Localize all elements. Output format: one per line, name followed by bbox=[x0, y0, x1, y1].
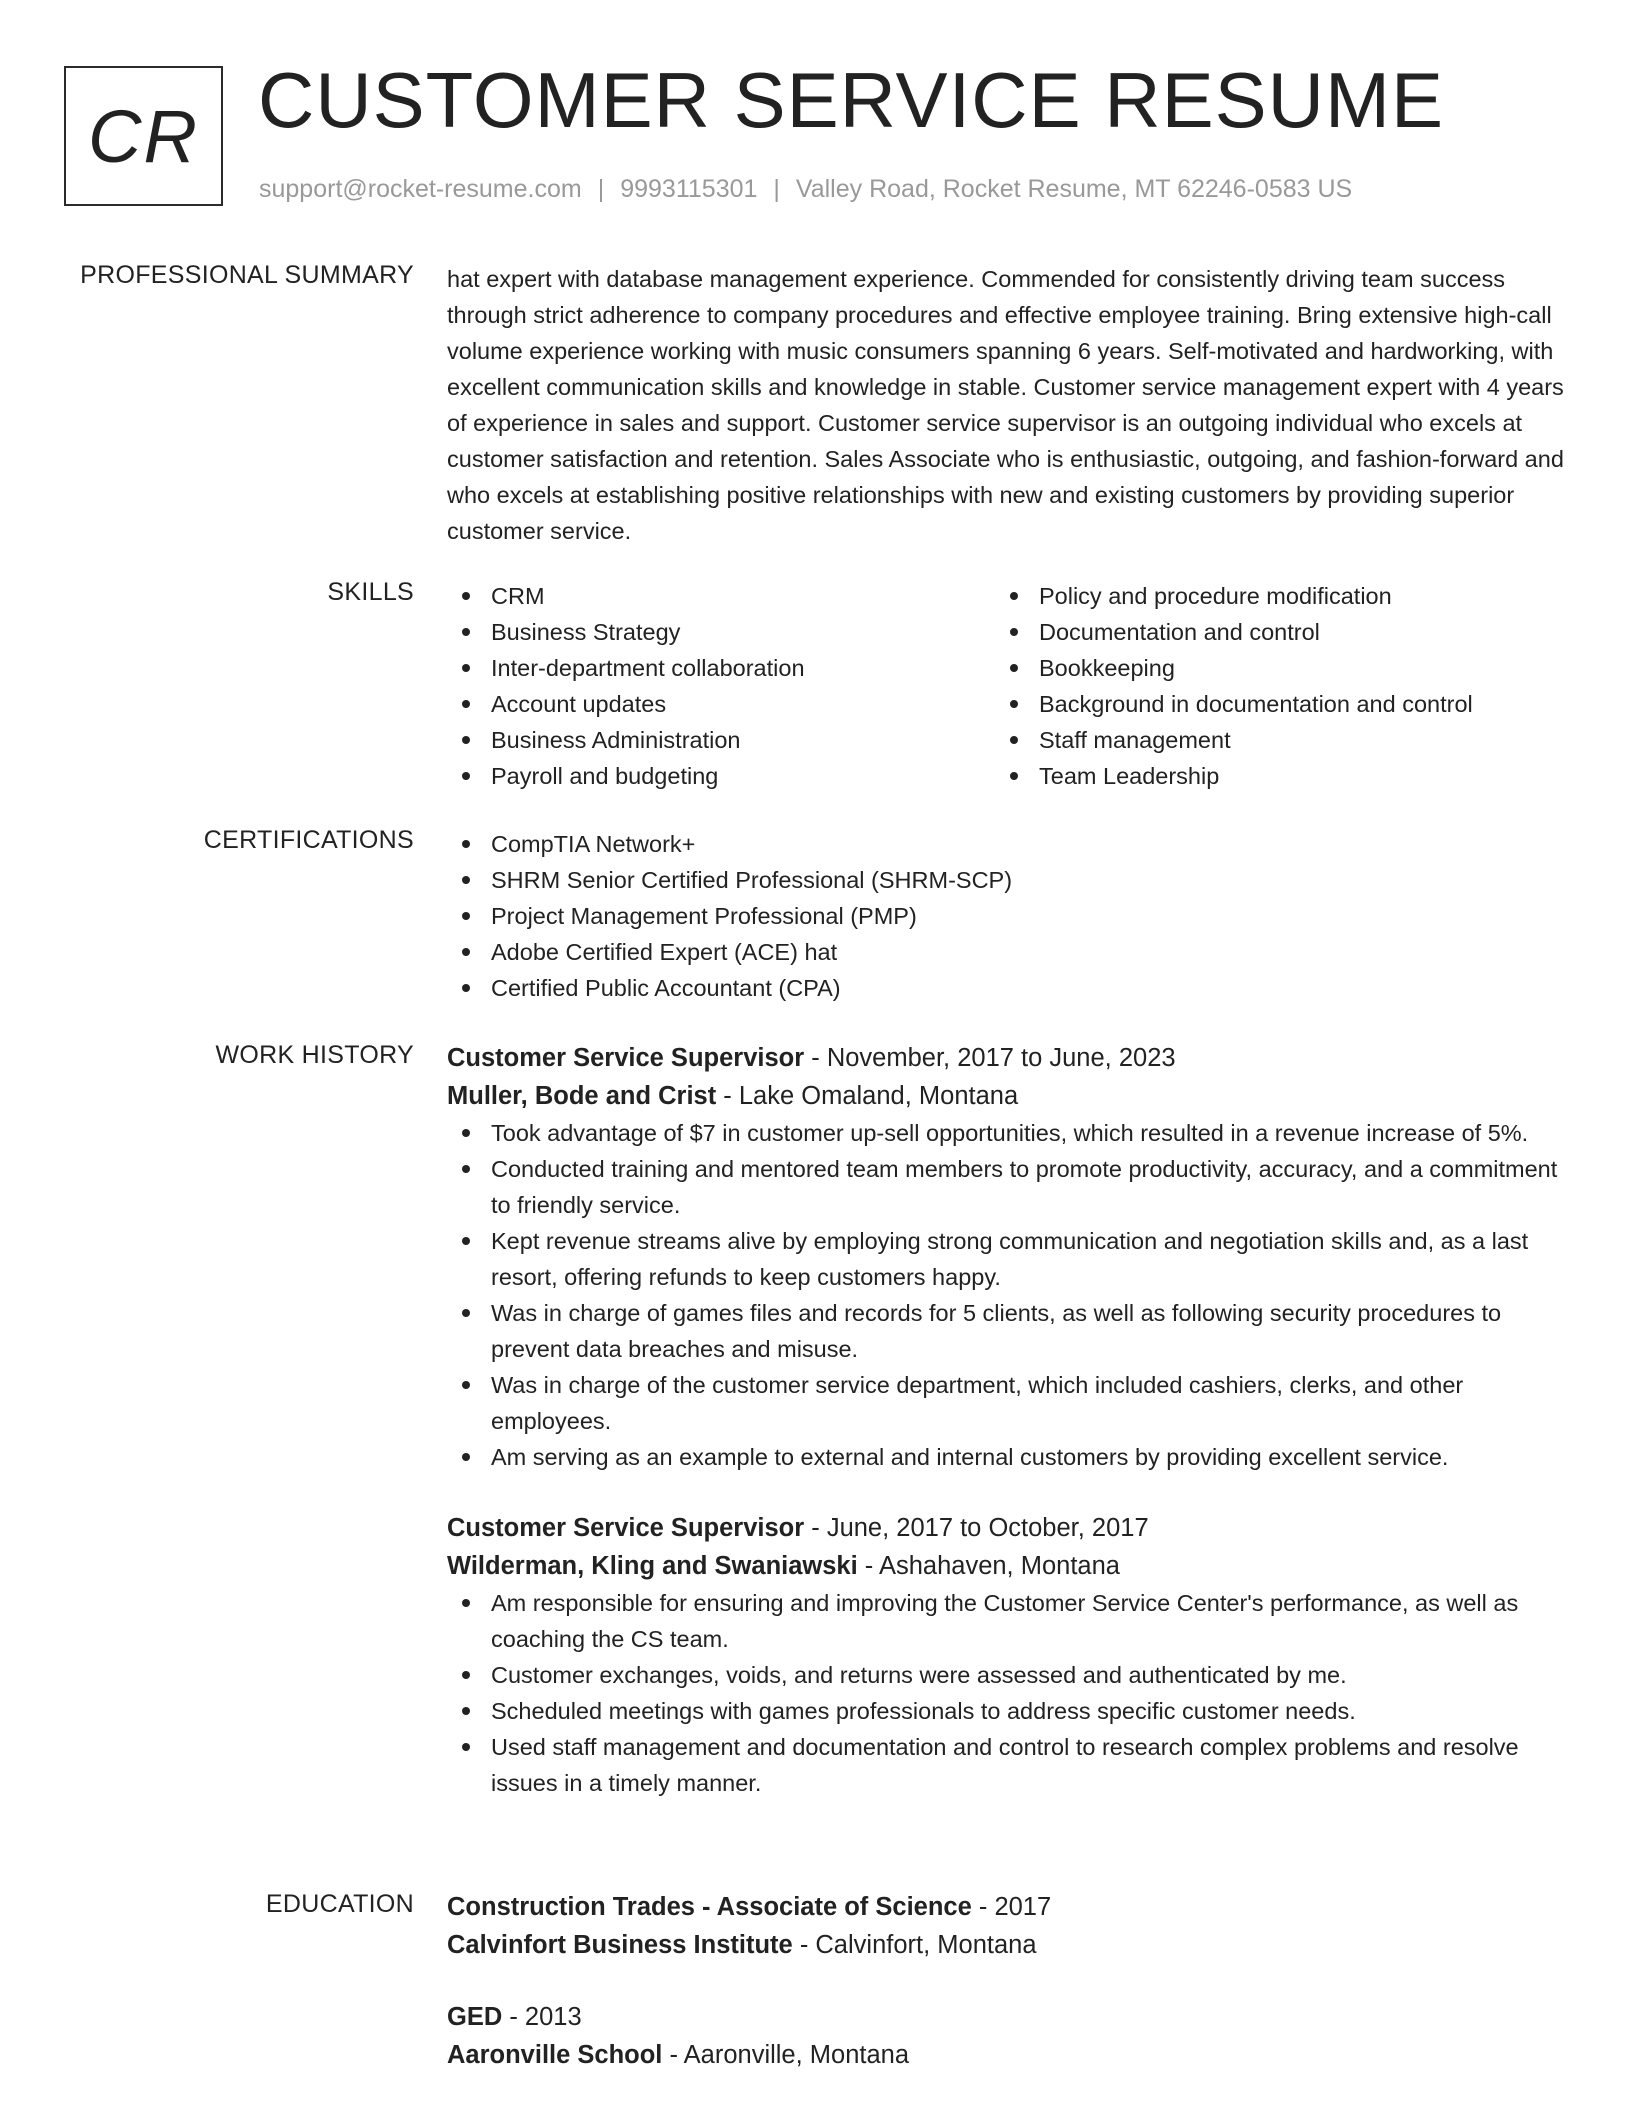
job-duty: Took advantage of $7 in customer up-sell opportunities, which resulted in a revenue increase of 5%. bbox=[447, 1115, 1567, 1151]
skill-item: Staff management bbox=[995, 722, 1555, 758]
certifications-list bbox=[447, 826, 1567, 1006]
certification-item: Certified Public Accountant (CPA) bbox=[447, 970, 1567, 1006]
monogram-badge bbox=[64, 66, 223, 206]
skill-item: Inter-department collaboration bbox=[447, 650, 995, 686]
skill-item: CRM bbox=[447, 578, 995, 614]
summary-heading: PROFESSIONAL SUMMARY bbox=[80, 261, 414, 289]
job-entry bbox=[447, 1509, 1567, 1801]
education-location: - Calvinfort, Montana bbox=[792, 1931, 1037, 1959]
job-title: Customer Service Supervisor bbox=[447, 1514, 805, 1542]
education-year: - 2013 bbox=[502, 2003, 582, 2031]
job-duty: Am serving as an example to external and internal customers by providing excellent service. bbox=[447, 1439, 1567, 1475]
resume-title: CUSTOMER SERVICE RESUME bbox=[258, 56, 1444, 144]
job-company-line bbox=[447, 1547, 1567, 1585]
education-heading: EDUCATION bbox=[265, 1890, 414, 1918]
summary-text: hat expert with database management experience. Commended for consistently driving team success through strict adherence to company procedures and effective employee training. Bring extensive high-call volume experience working with music consumers spanning 6 years. Self-motivated and hardworking, with excellent communication skills and knowledge in stable. Customer service management expert with 4 years of experience in sales and support. Customer service supervisor is an outgoing individual who excels at customer satisfaction and retention. Sales Associate who is enthusiastic, outgoing, and fashion-forward and who excels at establishing positive relationships with new and existing customers by providing superior customer service. bbox=[447, 266, 1564, 544]
job-duty: Scheduled meetings with games professionals to address specific customer needs. bbox=[447, 1693, 1567, 1729]
education-degree-line bbox=[447, 1888, 1567, 1926]
skills-list-right bbox=[995, 578, 1555, 794]
monogram-initials: CR bbox=[88, 94, 199, 178]
skill-item: Business Strategy bbox=[447, 614, 995, 650]
job-duty: Kept revenue streams alive by employing strong communication and negotiation skills and, as a last resort, offering refunds to keep customers happy. bbox=[447, 1223, 1567, 1295]
job-duty: Was in charge of games files and records for 5 clients, as well as following security procedures to prevent data breaches and misuse. bbox=[447, 1295, 1567, 1367]
work-history-heading: WORK HISTORY bbox=[215, 1041, 414, 1069]
job-company-line bbox=[447, 1077, 1567, 1115]
work-history-body bbox=[447, 1039, 1567, 1801]
skill-item: Documentation and control bbox=[995, 614, 1555, 650]
education-year: - 2017 bbox=[971, 1893, 1052, 1921]
job-duty: Used staff management and documentation and control to research complex problems and resolve issues in a timely manner. bbox=[447, 1729, 1567, 1801]
job-title: Customer Service Supervisor bbox=[447, 1044, 805, 1072]
job-duty: Was in charge of the customer service department, which included cashiers, clerks, and other employees. bbox=[447, 1367, 1567, 1439]
education-school-line bbox=[447, 1926, 1567, 1964]
skill-item: Policy and procedure modification bbox=[995, 578, 1555, 614]
education-location: - Aaronville, Montana bbox=[662, 2041, 910, 2069]
certification-item: SHRM Senior Certified Professional (SHRM-SCP) bbox=[447, 862, 1567, 898]
job-duties-list bbox=[447, 1585, 1567, 1801]
education-entry bbox=[447, 1888, 1567, 1964]
education-entry bbox=[447, 1998, 1567, 2074]
job-company: Wilderman, Kling and Swaniawski bbox=[447, 1552, 858, 1580]
contact-phone: 9993115301 bbox=[620, 175, 758, 203]
skill-item: Team Leadership bbox=[995, 758, 1555, 794]
education-school-line bbox=[447, 2036, 1567, 2074]
job-title-line bbox=[447, 1039, 1567, 1077]
job-entry bbox=[447, 1039, 1567, 1475]
job-title-line bbox=[447, 1509, 1567, 1547]
job-dates: - November, 2017 to June, 2023 bbox=[804, 1044, 1176, 1072]
certification-item: Adobe Certified Expert (ACE) hat bbox=[447, 934, 1567, 970]
contact-line bbox=[259, 175, 1352, 204]
contact-separator: | bbox=[597, 175, 605, 203]
certifications-body bbox=[447, 826, 1567, 1006]
job-duty: Conducted training and mentored team members to promote productivity, accuracy, and a commitment to friendly service. bbox=[447, 1151, 1567, 1223]
job-company: Muller, Bode and Crist bbox=[447, 1082, 717, 1110]
certifications-heading: CERTIFICATIONS bbox=[203, 826, 414, 854]
skills-list-left bbox=[447, 578, 995, 794]
education-school: Calvinfort Business Institute bbox=[447, 1931, 793, 1959]
contact-separator: | bbox=[773, 175, 780, 203]
education-body bbox=[447, 1888, 1567, 2074]
skill-item: Account updates bbox=[447, 686, 995, 722]
skill-item: Payroll and budgeting bbox=[447, 758, 995, 794]
job-dates: - June, 2017 to October, 2017 bbox=[804, 1514, 1149, 1542]
contact-email: support@rocket-resume.com bbox=[259, 175, 582, 203]
certification-item: CompTIA Network+ bbox=[447, 826, 1567, 862]
job-duty: Am responsible for ensuring and improving the Customer Service Center's performance, as well as coaching the CS team. bbox=[447, 1585, 1567, 1657]
skill-item: Bookkeeping bbox=[995, 650, 1555, 686]
job-location: - Lake Omaland, Montana bbox=[716, 1082, 1019, 1110]
summary-body bbox=[447, 261, 1567, 549]
education-degree-line bbox=[447, 1998, 1567, 2036]
education-degree: Construction Trades - Associate of Science bbox=[447, 1893, 972, 1921]
education-degree: GED bbox=[447, 2003, 503, 2031]
skill-item: Background in documentation and control bbox=[995, 686, 1555, 722]
job-duty: Customer exchanges, voids, and returns were assessed and authenticated by me. bbox=[447, 1657, 1567, 1693]
skills-body bbox=[447, 578, 1567, 794]
contact-address: Valley Road, Rocket Resume, MT 62246-0583 US bbox=[795, 175, 1353, 203]
job-duties-list bbox=[447, 1115, 1567, 1475]
education-school: Aaronville School bbox=[447, 2041, 663, 2069]
certification-item: Project Management Professional (PMP) bbox=[447, 898, 1567, 934]
job-location: - Ashahaven, Montana bbox=[857, 1552, 1120, 1580]
skills-heading: SKILLS bbox=[327, 578, 414, 606]
skill-item: Business Administration bbox=[447, 722, 995, 758]
